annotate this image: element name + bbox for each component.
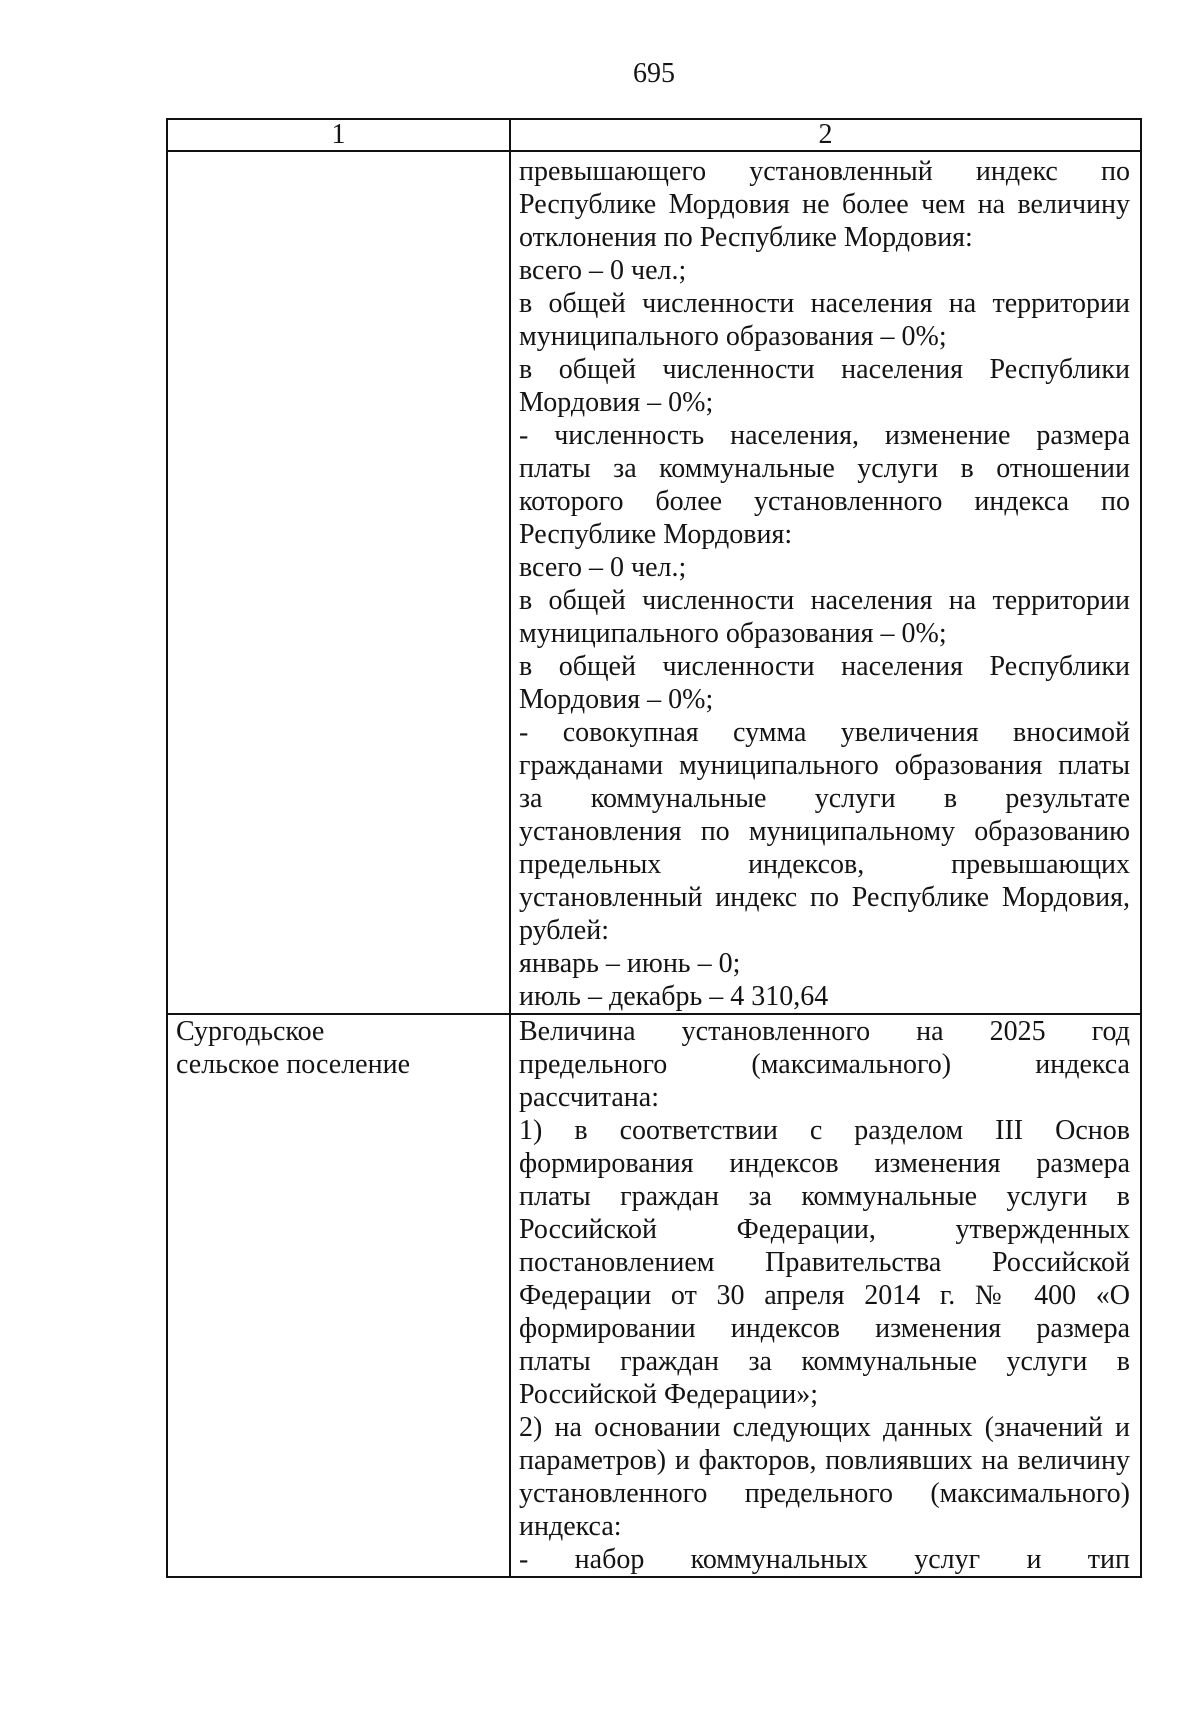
text-line: - набор коммунальных услуг и тип	[519, 1544, 1130, 1575]
text-line: установленный индекс по Республике Мордовия,	[519, 882, 1130, 913]
text-line: всего – 0 чел.;	[519, 552, 687, 583]
text-line: установления по муниципальному образованию	[519, 816, 1130, 847]
text-line: в общей численности населения Республики	[519, 651, 1130, 682]
text-line: превышающего установленный индекс по	[519, 156, 1130, 187]
text-line: Федерации от 30 апреля 2014 г. № 400 «О	[519, 1280, 1130, 1311]
text-line: - совокупная сумма увеличения вносимой	[519, 717, 1130, 748]
text-line: в общей численности населения на территории	[519, 288, 1130, 319]
text-line: Российской Федерации, утвержденных	[519, 1214, 1130, 1245]
text-line: Мордовия – 0%;	[519, 684, 714, 715]
text-line: платы за коммунальные услуги в отношении	[519, 453, 1130, 484]
text-line: установленного предельного (максимального)	[519, 1478, 1130, 1509]
text-line: за коммунальные услуги в результате	[519, 783, 1130, 814]
text-line: постановлением Правительства Российской	[519, 1247, 1130, 1278]
text-line: Величина установленного на 2025 год	[519, 1016, 1130, 1047]
text-line: Республике Мордовия:	[519, 519, 793, 550]
row-1-municipality-cell	[168, 152, 511, 1015]
text-line: январь – июнь – 0;	[519, 948, 741, 979]
text-line: гражданами муниципального образования платы	[519, 750, 1130, 781]
municipality-name-line: Сургодьское	[176, 1016, 325, 1047]
text-line: 2) на основании следующих данных (значений и	[519, 1412, 1130, 1443]
row-2-municipality-cell	[168, 1015, 511, 1578]
text-line: Республике Мордовия не более чем на величину	[519, 189, 1130, 220]
text-line: Мордовия – 0%;	[519, 387, 714, 418]
text-line: муниципального образования – 0%;	[519, 618, 947, 649]
text-line: 1) в соответствии с разделом III Основ	[519, 1115, 1130, 1146]
text-line: Российской Федерации»;	[519, 1379, 819, 1410]
text-line: - численность населения, изменение размера	[519, 420, 1130, 451]
text-line: платы граждан за коммунальные услуги в	[519, 1346, 1130, 1377]
text-line: формировании индексов изменения размера	[519, 1313, 1130, 1344]
text-line: всего – 0 чел.;	[519, 255, 687, 286]
header-cell-col2: 2	[511, 120, 1142, 152]
text-line: формирования индексов изменения размера	[519, 1148, 1130, 1179]
text-line: индекса:	[519, 1511, 622, 1542]
page-number: 695	[633, 58, 675, 89]
index-table	[166, 118, 1142, 1578]
text-line: которого более установленного индекса по	[519, 486, 1130, 517]
row-2-description-cell	[511, 1015, 1142, 1578]
text-line: в общей численности населения Республики	[519, 354, 1130, 385]
text-line: рублей:	[519, 915, 609, 946]
municipality-name-line: сельское поселение	[176, 1049, 410, 1080]
text-line: предельных индексов, превышающих	[519, 849, 1130, 880]
text-line: в общей численности населения на территории	[519, 585, 1130, 616]
row-1-description-cell	[511, 152, 1142, 1015]
text-line: июль – декабрь – 4 310,64	[519, 981, 829, 1012]
text-line: рассчитана:	[519, 1082, 659, 1113]
text-line: параметров) и факторов, повлиявших на величину	[519, 1445, 1130, 1476]
text-line: муниципального образования – 0%;	[519, 321, 947, 352]
text-line: отклонения по Республике Мордовия:	[519, 222, 973, 253]
header-cell-col1: 1	[168, 120, 511, 152]
text-line: платы граждан за коммунальные услуги в	[519, 1181, 1130, 1212]
text-line: предельного (максимального) индекса	[519, 1049, 1130, 1080]
